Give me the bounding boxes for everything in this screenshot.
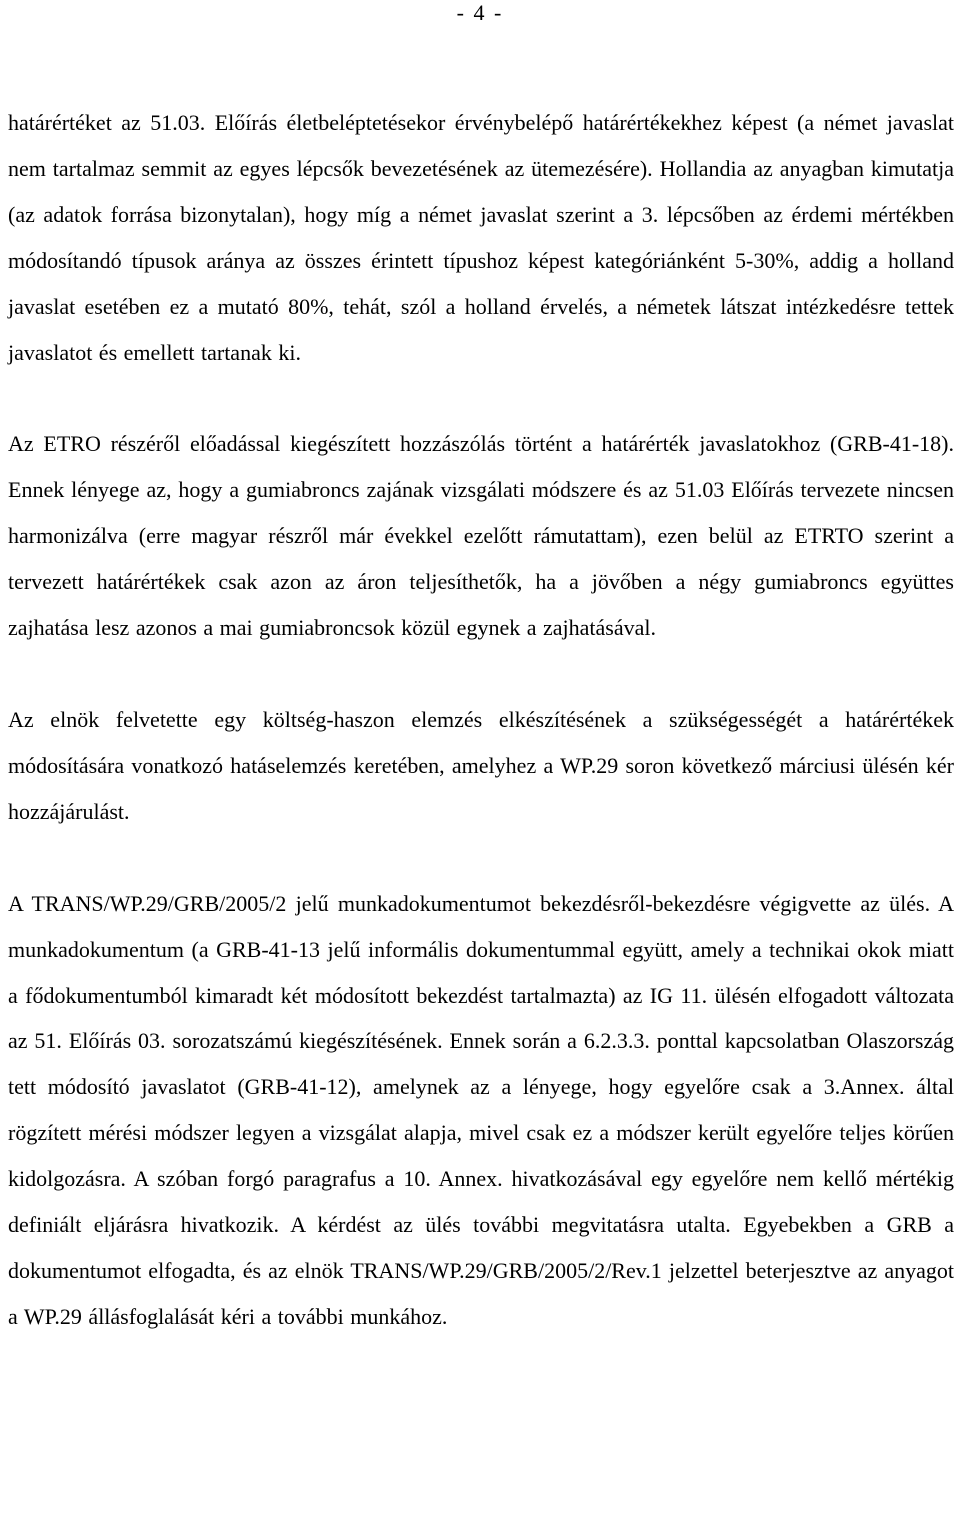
paragraph-3: Az elnök felvetette egy költség-haszon elemzés elkészítésének a szükségességét a határértékek módosítására vonatkozó hatáselemzés keretében, amelyhez a WP.29 soron következő márciusi ülésén kér hozzájárulást. — [8, 706, 954, 824]
page-number: - 4 - — [456, 0, 504, 25]
paragraph-4: A TRANS/WP.29/GRB/2005/2 jelű munkadokumentumot bekezdésről-bekezdésre végigvette az ülés. A munkadokumentum (a GRB-41-13 jelű informális dokumentummal együtt, amely a technikai okok miatt a fődokumentumból kimaradt két módosított bekezdést tartalmazta) az IG 11. ülésén elfogadott változata az 51. Előírás 03. sorozatszámú kiegészítésének. Ennek során a 6.2.3.3. ponttal kapcsolatban Olaszország tett módosító javaslatot (GRB-41-12), amelynek az a lényege, hogy egyelőre csak a 3.Annex. által rögzített mérési módszer legyen a vizsgálat alapja, mivel csak ez a módszer került egyelőre teljes körűen kidolgozásra. A szóban forgó paragrafus a 10. Annex. hivatkozásával egy egyelőre nem kellő mértékig definiált eljárásra hivatkozik. A kérdést az ülés további megvitatásra utalta. Egyebekben a GRB a dokumentumot elfogadta, és az elnök TRANS/WP.29/GRB/2005/2/Rev.1 jelzettel beterjesztve az anyagot a WP.29 állásfoglalását kéri a további munkához. — [8, 890, 954, 1329]
paragraph-2: Az ETRO részéről előadással kiegészített hozzászólás történt a határérték javaslatokhoz (GRB-41-18). Ennek lényege az, hogy a gumiabroncs zajának vizsgálati módszere és az 51.03 Előírás tervezete nincsen harmonizálva (erre magyar részről már évekkel ezelőtt rámutattam), ezen belül az ETRTO szerint a tervezett határértékek csak azon az áron teljesíthetők, ha a jövőben a négy gumiabroncs együttes zajhatása lesz azonos a mai gumiabroncsok közül egynek a zajhatásával. — [8, 431, 954, 641]
document-body — [8, 100, 954, 1340]
paragraph-1: határértéket az 51.03. Előírás életbeléptetésekor érvénybelépő határértékekhez képest (a német javaslat nem tartalmaz semmit az egyes lépcsők bevezetésének az ütemezésére). Hollandia az anyagban kimutatja (az adatok forrása bizonytalan), hogy míg a német javaslat szerint a 3. lépcsőben az érdemi mértékben módosítandó típusok aránya az összes érintett típushoz képest kategóriánként 5-30%, addig a holland javaslat esetében ez a mutató 80%, tehát, szól a holland érvelés, a németek látszat intézkedésre tettek javaslatot és emellett tartanak ki. — [8, 110, 954, 365]
